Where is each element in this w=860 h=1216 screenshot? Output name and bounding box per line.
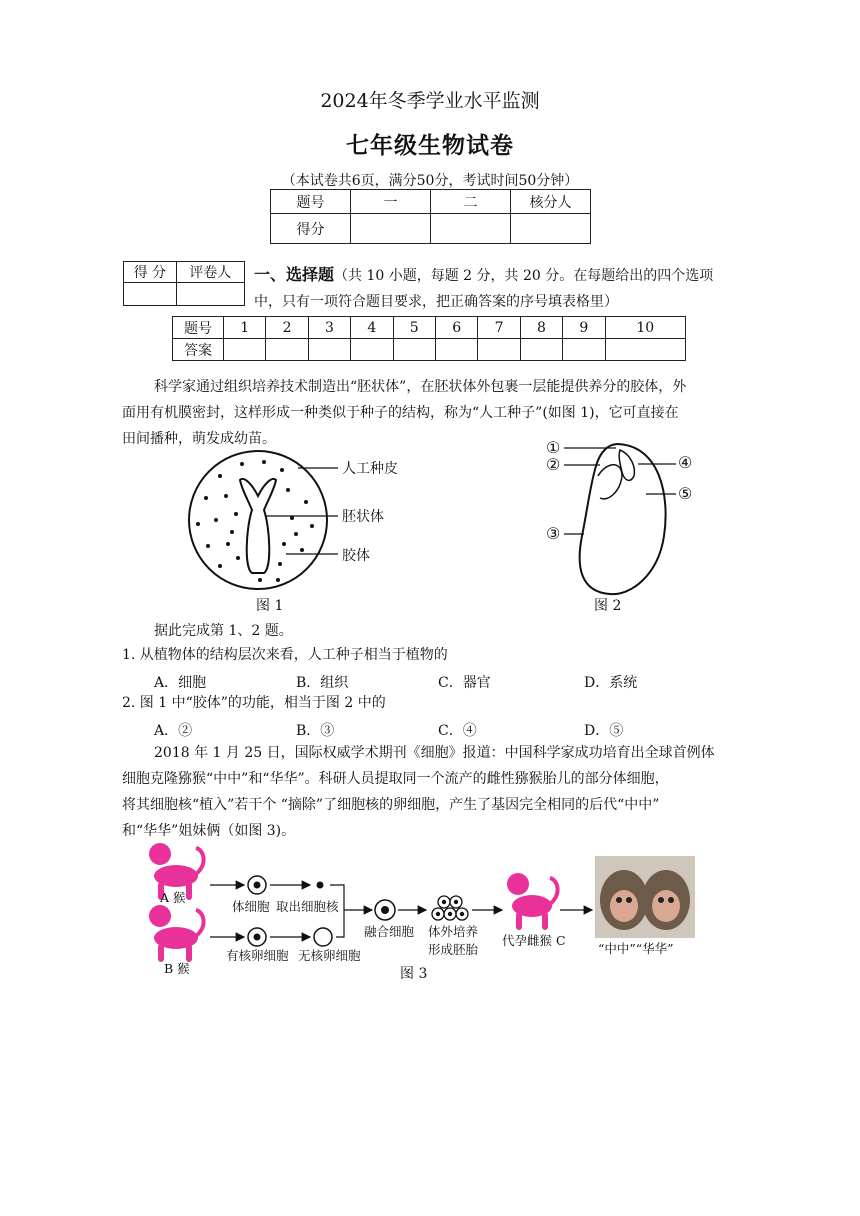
grader-name-cell[interactable] [176, 283, 244, 306]
q1-option-d[interactable]: D．系统 [584, 675, 638, 691]
fig3-surrogate-label: 代孕雌猴 C [502, 933, 566, 948]
passage2-line: 将其细胞核“植入”若干个 “摘除”了细胞核的卵细胞，产生了基因完全相同的后代“中中” [122, 797, 660, 813]
fig3-caption: 图 3 [400, 966, 428, 982]
answer-cell[interactable] [605, 339, 685, 361]
fused-cell-nucleus-icon [381, 906, 389, 914]
q2-option-d[interactable]: D．⑤ [584, 723, 624, 739]
colloid-dots [196, 460, 314, 582]
answer-cell[interactable] [435, 339, 477, 361]
fig3-culture-label-2: 形成胚胎 [428, 942, 479, 957]
offspring-photo [595, 856, 695, 938]
radicle-shape [598, 465, 622, 499]
embryo-cluster-icon [432, 896, 468, 920]
fig1-label-embryoid: 胚状体 [342, 509, 384, 525]
surrogate-monkey-c-icon [507, 873, 558, 930]
body-cell-nucleus-icon [254, 882, 261, 889]
fig1-label-seed-coat: 人工种皮 [342, 461, 398, 477]
score-header-cell: 题号 [271, 190, 351, 214]
fig3-offspring-label: “中中”“华华” [598, 941, 674, 956]
answer-cell[interactable] [393, 339, 435, 361]
answer-number: 9 [563, 317, 605, 339]
fig3-fused-cell-label: 融合细胞 [364, 924, 415, 939]
answer-row-label: 答案 [173, 339, 224, 361]
answer-number: 2 [266, 317, 308, 339]
fig3-monkey-a-label: A 猴 [160, 890, 186, 905]
answer-cell[interactable] [351, 339, 393, 361]
grader-score-cell[interactable] [124, 283, 177, 306]
answer-number: 1 [224, 317, 266, 339]
section1-instructions [254, 262, 814, 315]
fig3-extract-nucleus-label: 取出细胞核 [276, 899, 339, 914]
answer-cell[interactable] [308, 339, 350, 361]
fig2-marker-3: ③ [546, 524, 561, 543]
fig3-nucleated-egg-label: 有核卵细胞 [226, 948, 289, 963]
monkey-b-icon [149, 905, 204, 962]
score-header-cell: 一 [351, 190, 431, 214]
enucleated-egg-icon [314, 928, 332, 946]
q2-stem: 2. 图 1 中“胶体”的功能，相当于图 2 中的 [122, 695, 386, 711]
seed-coat-outline [189, 451, 327, 589]
score-row-label: 得分 [271, 214, 351, 244]
answer-number: 6 [435, 317, 477, 339]
fig2-marker-4: ④ [678, 453, 693, 472]
answer-cell[interactable] [520, 339, 562, 361]
embryoid-shape [240, 479, 276, 573]
seed-outline [580, 444, 666, 594]
questions-lead: 据此完成第 1、2 题。 [154, 623, 293, 639]
passage2 [122, 740, 762, 844]
exam-subtitle: 七年级生物试卷 [346, 132, 514, 159]
answer-cell[interactable] [266, 339, 308, 361]
answer-number: 5 [393, 317, 435, 339]
q1-stem: 1. 从植物体的结构层次来看，人工种子相当于植物的 [122, 647, 448, 663]
score-header-cell: 二 [431, 190, 511, 214]
answer-table [172, 316, 686, 361]
egg-nucleus-icon [254, 934, 261, 941]
answer-number: 4 [351, 317, 393, 339]
passage2-line: 细胞克隆猕猴“中中”和“华华”。科研人员提取同一个流产的雌性猕猴胎儿的部分体细胞， [122, 771, 669, 787]
fig2-marker-5: ⑤ [678, 484, 693, 503]
exam-note: （本试卷共6页，满分50分，考试时间50分钟） [281, 173, 579, 189]
answer-number: 7 [478, 317, 520, 339]
q2-option-a[interactable]: A．② [154, 723, 193, 739]
grader-box [123, 261, 245, 306]
fig3-enucleated-egg-label: 无核卵细胞 [298, 948, 361, 963]
extracted-nucleus-icon [317, 882, 324, 889]
section1-instruction-1: （共 10 小题，每题 2 分，共 20 分。在每题给出的四个选项 [334, 268, 714, 284]
answer-number: 8 [520, 317, 562, 339]
score-cell[interactable] [431, 214, 511, 244]
score-table [270, 189, 591, 244]
score-cell[interactable] [511, 214, 591, 244]
fig3-body-cell-label: 体细胞 [232, 899, 270, 914]
fig2-caption: 图 2 [594, 598, 622, 614]
answer-cell[interactable] [563, 339, 605, 361]
passage2-line: 2018 年 1 月 25 日，国际权威学术期刊《细胞》报道：中国科学家成功培育出全球首例体 [154, 745, 715, 761]
passage1-line: 科学家通过组织培养技术制造出“胚状体”，在胚状体外包裹一层能提供养分的胶体，外 [154, 379, 687, 395]
passage1-line: 面用有机膜密封，这样形成一种类似于种子的结构，称为“人工种子”(如图 1)，它可直接在 [122, 405, 679, 421]
answer-number: 10 [605, 317, 685, 339]
fig1-label-colloid: 胶体 [342, 548, 370, 564]
fig2-marker-2: ② [546, 455, 561, 474]
q1-option-c[interactable]: C．器官 [438, 675, 491, 691]
answer-cell[interactable] [478, 339, 520, 361]
exam-title: 2024年冬季学业水平监测 [320, 90, 540, 112]
q1-option-a[interactable]: A．细胞 [154, 675, 207, 691]
q2-option-b[interactable]: B．③ [296, 723, 335, 739]
passage2-line: 和“华华”姐妹俩（如图 3)。 [122, 823, 296, 839]
grader-label: 评卷人 [176, 262, 244, 283]
answer-row-label: 题号 [173, 317, 224, 339]
fig2-marker-1: ① [546, 438, 561, 457]
answer-number: 3 [308, 317, 350, 339]
fig3-monkey-b-label: B 猴 [164, 961, 190, 976]
fig3-culture-label-1: 体外培养 [428, 924, 479, 939]
section1-heading: 一、选择题 [254, 265, 335, 284]
fig1-caption: 图 1 [256, 598, 284, 614]
score-cell[interactable] [351, 214, 431, 244]
grader-score-label: 得 分 [124, 262, 177, 283]
q2-option-c[interactable]: C．④ [438, 723, 477, 739]
answer-cell[interactable] [224, 339, 266, 361]
q1-option-b[interactable]: B．组织 [296, 675, 349, 691]
section1-instruction-2: 中，只有一项符合题目要求，把正确答案的序号填表格里） [254, 294, 618, 310]
passage1-line: 田间播种，萌发成幼苗。 [122, 431, 276, 447]
score-header-cell: 核分人 [511, 190, 591, 214]
